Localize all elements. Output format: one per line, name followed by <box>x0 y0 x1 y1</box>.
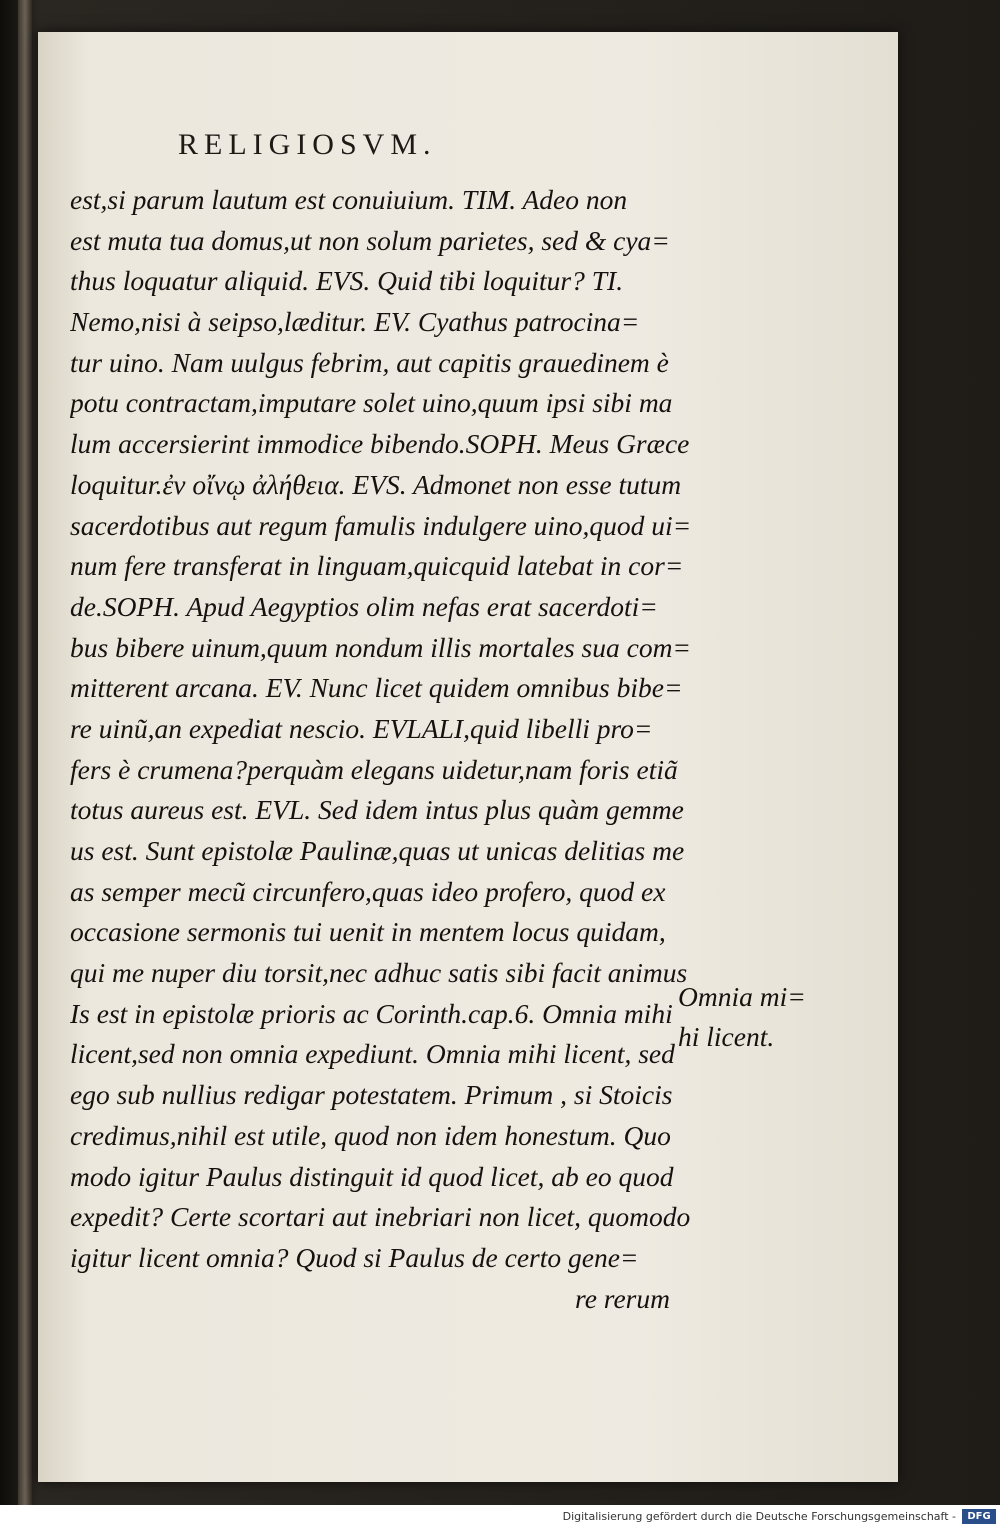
text-line: re uinũ,an expediat nescio. EVLALI,quid libelli pro= <box>70 712 653 744</box>
text-line: as semper mecũ circunfero,quas ideo profero, quod ex <box>70 875 666 907</box>
text-line: us est. Sunt epistolæ Paulinæ,quas ut unicas delitias me <box>70 835 685 866</box>
marginal-note-line: Omnia mi= <box>678 981 806 1012</box>
text-line: totus aureus est. EVL. Sed idem intus plus quàm gemme <box>70 794 684 826</box>
footer-bar <box>0 1505 1000 1529</box>
text-line: num fere transferat in linguam,quicquid latebat in cor= <box>70 550 684 582</box>
running-head: RELIGIOSVM. <box>178 128 437 161</box>
dfg-logo-icon: DFG <box>962 1509 996 1524</box>
body-text <box>70 180 700 1319</box>
text-line: est,si parum lautum est conuiuium. TIM. Adeo non <box>70 184 628 215</box>
text-line: tur uino. Nam uulgus febrim, aut capitis grauedinem è <box>70 346 669 378</box>
book-binding-edge <box>18 0 32 1505</box>
text-line: modo igitur Paulus distinguit id quod licet, ab eo quod <box>70 1160 674 1192</box>
catchword: re rerum <box>575 1282 670 1314</box>
footer-credit: Digitalisierung gefördert durch die Deutsche Forschungsgemeinschaft - <box>562 1510 956 1523</box>
text-line: fers è crumena?perquàm elegans uidetur,nam foris etiã <box>70 753 678 785</box>
text-line: de.SOPH. Apud Aegyptios olim nefas erat sacerdoti= <box>70 590 658 622</box>
text-line: loquitur.ἐν οἴνῳ ἀλήθεια. EVS. Admonet non esse tutum <box>70 468 682 500</box>
text-line: bus bibere uinum,quum nondum illis mortales sua com= <box>70 631 691 663</box>
text-line: sacerdotibus aut regum famulis indulgere uino,quod ui= <box>70 509 692 541</box>
text-line: lum accersierint immodice bibendo.SOPH. Meus Græce <box>70 428 690 460</box>
text-line: thus loquatur aliquid. EVS. Quid tibi loquitur? TI. <box>70 265 624 297</box>
text-line: ego sub nullius redigar potestatem. Primum , si Stoicis <box>70 1079 673 1111</box>
marginal-note-line: hi licent. <box>678 1021 775 1052</box>
text-line: credimus,nihil est utile, quod non idem honestum. Quo <box>70 1119 671 1151</box>
marginal-note <box>678 977 838 1057</box>
text-line: potu contractam,imputare solet uino,quum ipsi sibi ma <box>70 387 673 419</box>
text-line: occasione sermonis tui uenit in mentem locus quidam, <box>70 916 666 948</box>
text-line: Is est in epistolæ prioris ac Corinth.cap.6. Omnia mihi <box>70 997 673 1029</box>
text-line: mitterent arcana. EV. Nunc licet quidem omnibus bibe= <box>70 672 683 704</box>
text-line: licent,sed non omnia expediunt. Omnia mihi licent, sed <box>70 1038 675 1070</box>
text-line: est muta tua domus,ut non solum parietes, sed & cya= <box>70 224 670 256</box>
text-line: igitur licent omnia? Quod si Paulus de certo gene= <box>70 1241 639 1273</box>
text-line: Nemo,nisi à seipso,læditur. EV. Cyathus patrocina= <box>70 306 640 338</box>
text-line: qui me nuper diu torsit,nec adhuc satis sibi facit animus <box>70 957 688 989</box>
text-line: expedit? Certe scortari aut inebriari non licet, quomodo <box>70 1201 691 1233</box>
